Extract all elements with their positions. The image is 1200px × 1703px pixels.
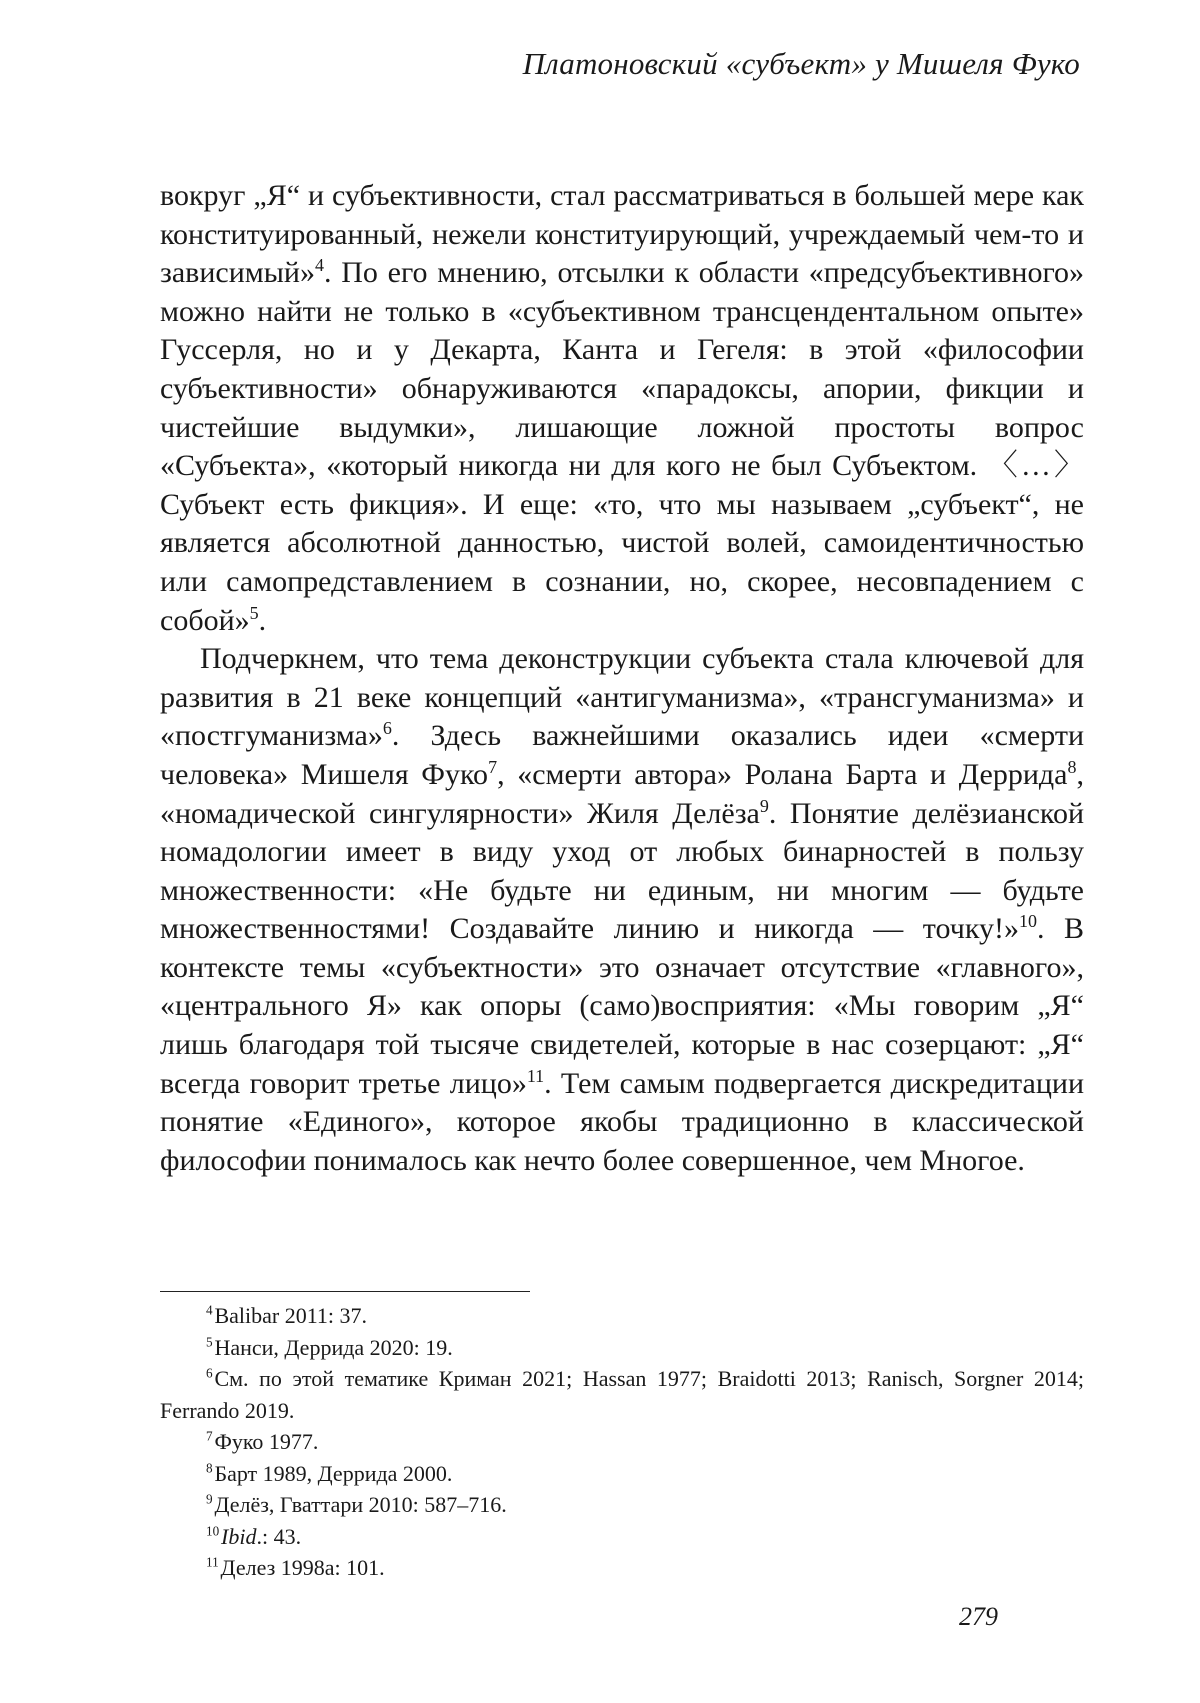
text-run: . Здесь важнейшими оказались идеи «смерти человека» Мишеля Фуко <box>160 719 1084 791</box>
text-run: . Понятие делёзианской номадологии имеет в виду уход от любых бинарностей в пользу множественности: «Не будьте ни единым, ни многим — будьте множественностями! Создавайте линию и никогда — точку!» <box>160 796 1085 946</box>
paragraph <box>160 640 1084 1180</box>
footnote-number: 4 <box>206 1302 213 1318</box>
footnote-text: Balibar 2011: 37. <box>214 1303 367 1328</box>
footnote-ref: 7 <box>488 756 498 777</box>
footnote-text: .: 43. <box>256 1523 302 1549</box>
footnote-ref: 6 <box>382 718 392 739</box>
footnote <box>160 1552 1084 1584</box>
footnote-number: 11 <box>206 1554 219 1570</box>
footnote <box>160 1300 1084 1332</box>
running-head: Платоновский «субъект» у Мишеля Фуко <box>522 46 1080 81</box>
paragraph <box>160 177 1084 640</box>
footnote <box>160 1489 1084 1521</box>
footnote-text: Фуко 1977. <box>214 1429 319 1454</box>
footnote-ref: 4 <box>314 255 324 276</box>
text-run: . По его мнению, отсылки к области «предсубъективного» можно найти не только в «субъективном трансцендентальном опыте» Гуссерля, но и у Декарта, Канта и Гегеля: в этой «философии субъективности» обнаруживаются «парадоксы, апории, фикции и чистейшие выдумки», лишающие ложной простоты вопрос «Субъекта», «который никогда ни для кого не был Субъектом. 〈…〉 Субъект есть фикция». И еще: «то, что мы называем „субъект“, не является абсолютной данностью, чистой волей, самоидентичностью или самопредставлением в сознании, но, скорее, несовпадением с собой» <box>160 256 1084 637</box>
footnote-italic-text: Ibid <box>221 1523 257 1549</box>
text-run: . В контексте темы «субъектности» это означает отсутствие «главного», «центрального Я» как опоры (само)восприятия: «Мы говорим „Я“ лишь благодаря той тысяче свидетелей, которые в нас созерцают: „Я“ всегда говорит третье лицо» <box>160 912 1084 1100</box>
text-run: . Тем самым подвергается дискредитации понятие «Единого», которое якобы традиционно в классической философии понималось как нечто более совершенное, чем Многое. <box>160 1066 1085 1177</box>
footnote <box>160 1332 1084 1364</box>
body-text <box>160 177 1084 1180</box>
footnote-number: 8 <box>206 1460 213 1476</box>
footnote-text: Делёз, Гваттари 2010: 587–716. <box>214 1492 507 1517</box>
footnote-text: См. по этой тематике Криман 2021; Hassan 1977; Braidotti 2013; Ranisch, Sorgner 2014; Ferrando 2019. <box>160 1366 1084 1423</box>
footnote-text: Барт 1989, Деррида 2000. <box>214 1460 453 1486</box>
footnote-number: 7 <box>206 1428 213 1444</box>
footnote-ref: 11 <box>526 1065 545 1086</box>
footnote <box>160 1426 1084 1458</box>
text-run: . <box>258 603 267 637</box>
footnote-text: Делез 1998a: 101. <box>220 1555 385 1580</box>
footnote-text: Нанси, Деррида 2020: 19. <box>214 1334 453 1360</box>
page-number: 279 <box>959 1602 998 1631</box>
text-run: , «смерти автора» Ролана Барта и Деррида <box>497 757 1068 791</box>
footnote-divider <box>160 1291 530 1292</box>
footnote <box>160 1458 1084 1490</box>
footnote-ref: 5 <box>249 602 259 623</box>
text-run: Подчеркнем, что тема деконструкции субъекта стала ключевой для развития в 21 веке концепций «антигуманизма», «трансгуманизма» и «постгуманизма» <box>160 642 1084 753</box>
footnote-number: 5 <box>206 1334 213 1350</box>
text-run: , «номадической сингулярности» Жиля Делёза <box>160 757 1084 830</box>
footnotes <box>160 1300 1084 1584</box>
footnote-ref: 8 <box>1067 756 1077 777</box>
footnote <box>160 1363 1084 1426</box>
footnote-number: 10 <box>206 1523 220 1539</box>
text-run: вокруг „Я“ и субъективности, стал рассматриваться в большей мере как конституированный, нежели конституирующий, учреждаемый чем-то и зависимый» <box>160 179 1084 290</box>
footnote <box>160 1521 1084 1553</box>
footnote-number: 9 <box>206 1491 213 1507</box>
footnote-ref: 10 <box>1018 911 1037 932</box>
footnote-number: 6 <box>206 1365 213 1381</box>
footnote-ref: 9 <box>759 795 769 816</box>
